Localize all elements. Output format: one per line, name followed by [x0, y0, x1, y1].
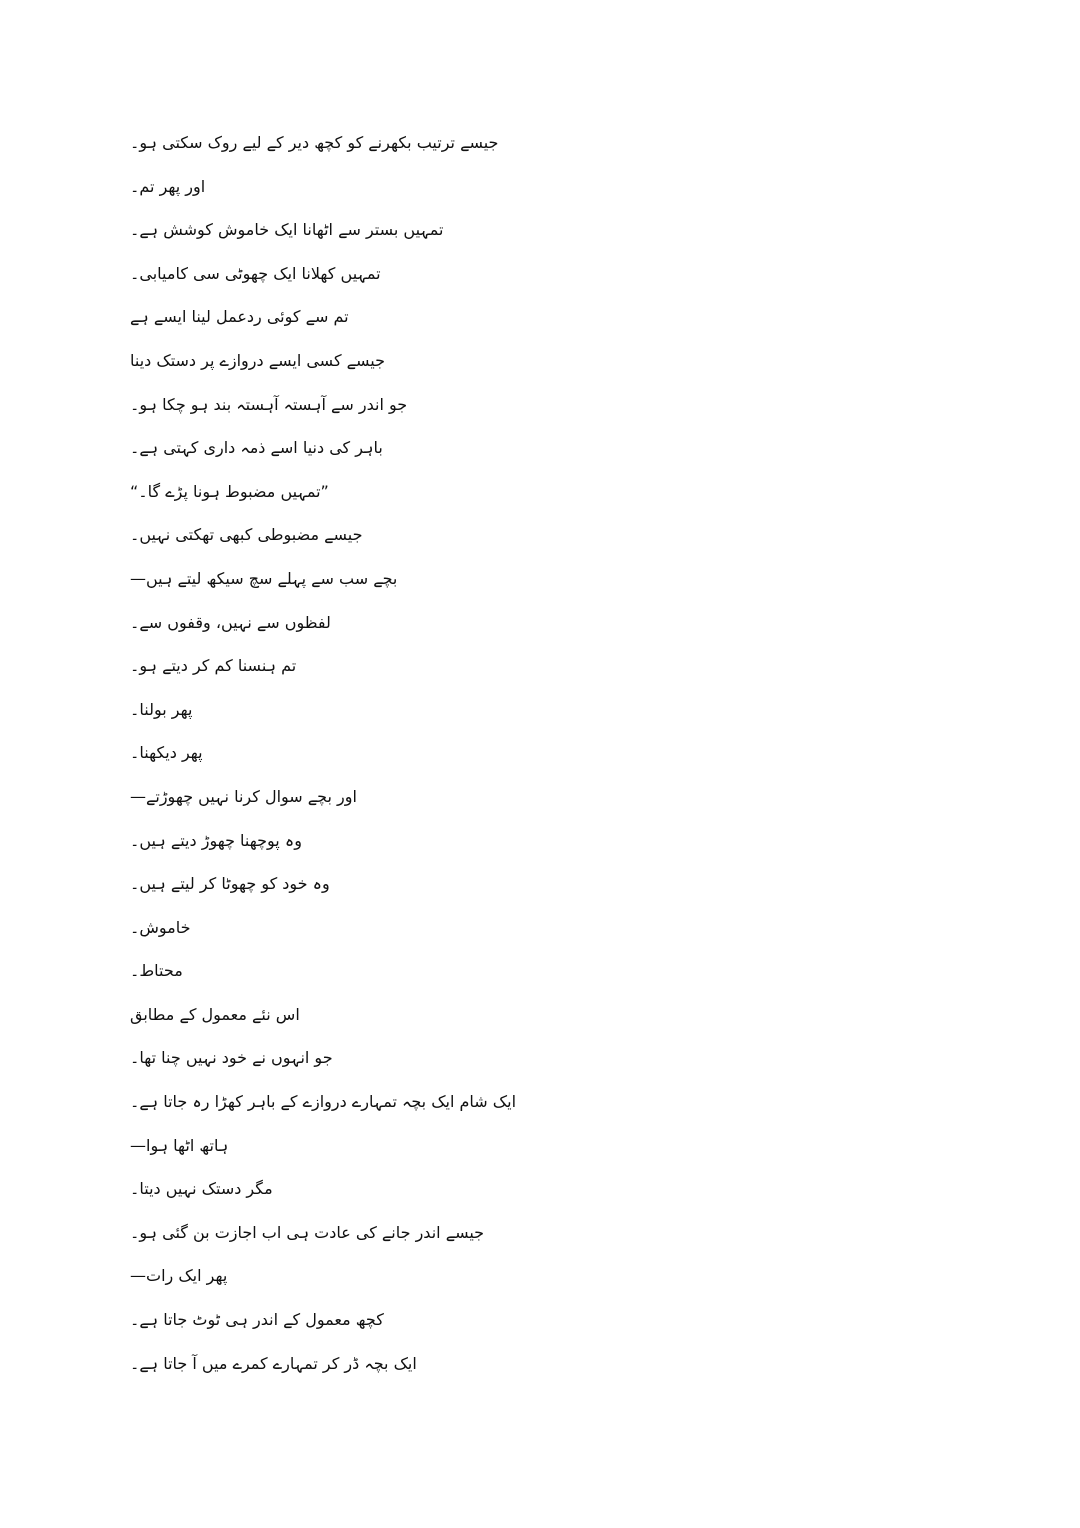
poem-line — [130, 562, 950, 606]
line-text: ہاتھ اٹھا ہوا— — [130, 1135, 229, 1155]
line-text: خاموش۔ — [130, 917, 191, 937]
line-text: جیسے اندر جانے کی عادت ہی اب اجازت بن گئی ہو۔ — [130, 1222, 485, 1242]
line-text: جیسے مضبوطی کبھی تھکتی نہیں۔ — [130, 525, 363, 545]
line-text: ایک بچہ ڈر کر تمہارے کمرے میں آ جاتا ہے۔ — [130, 1353, 417, 1373]
poem-line — [130, 1303, 950, 1347]
poem-line — [130, 1085, 950, 1129]
line-text: ایک شام ایک بچہ تمہارے دروازے کے باہر کھڑا رہ جاتا ہے۔ — [130, 1092, 517, 1112]
line-text: ”تمہیں مضبوط ہونا پڑے گا۔“ — [130, 481, 329, 501]
poem-line — [130, 780, 950, 824]
poem-line — [130, 824, 950, 868]
line-text: تمہیں بستر سے اٹھانا ایک خاموش کوشش ہے۔ — [130, 220, 444, 240]
poem-line — [130, 518, 950, 562]
line-text: اور پھر تم۔ — [130, 176, 206, 196]
poem-line — [130, 431, 950, 475]
poem-line — [130, 867, 950, 911]
poem-line — [130, 693, 950, 737]
poem-line — [130, 1041, 950, 1085]
poem-line — [130, 649, 950, 693]
line-text: لفظوں سے نہیں، وقفوں سے۔ — [130, 612, 331, 632]
poem-line — [130, 1129, 950, 1173]
poem-lines — [130, 126, 950, 1390]
poem-line — [130, 388, 950, 432]
line-text: جو اندر سے آہستہ آہستہ بند ہو چکا ہو۔ — [130, 394, 408, 414]
line-text: جیسے کسی ایسے دروازے پر دستک دینا — [130, 350, 386, 370]
line-text: اس نئے معمول کے مطابق — [130, 1004, 300, 1024]
poem-line — [130, 170, 950, 214]
poem-line — [130, 475, 950, 519]
line-text: وہ پوچھنا چھوڑ دیتے ہیں۔ — [130, 830, 302, 850]
poem-line — [130, 954, 950, 998]
line-text: وہ خود کو چھوٹا کر لیتے ہیں۔ — [130, 874, 330, 894]
poem-line — [130, 911, 950, 955]
poem-line — [130, 126, 950, 170]
line-text: تم سے کوئی ردعمل لینا ایسے ہے — [130, 307, 349, 327]
poem-line — [130, 606, 950, 650]
poem-line — [130, 213, 950, 257]
line-text: پھر ایک رات— — [130, 1266, 228, 1286]
line-text: تمہیں کھلانا ایک چھوٹی سی کامیابی۔ — [130, 263, 381, 283]
poem-line — [130, 344, 950, 388]
poem-line — [130, 300, 950, 344]
line-text: پھر بولنا۔ — [130, 699, 193, 719]
line-text: مگر دستک نہیں دیتا۔ — [130, 1179, 273, 1199]
poem-line — [130, 1259, 950, 1303]
line-text: جیسے ترتیب بکھرنے کو کچھ دیر کے لیے روک سکتی ہو۔ — [130, 133, 499, 152]
line-text: پھر دیکھنا۔ — [130, 743, 203, 763]
line-text: جو انہوں نے خود نہیں چنا تھا۔ — [130, 1048, 333, 1068]
line-text: محتاط۔ — [130, 961, 183, 981]
poem-line — [130, 257, 950, 301]
poem-line — [130, 1216, 950, 1260]
poem-line — [130, 998, 950, 1042]
poem-line — [130, 736, 950, 780]
line-text: اور بچے سوال کرنا نہیں چھوڑتے— — [130, 786, 357, 806]
line-text: کچھ معمول کے اندر ہی ٹوٹ جاتا ہے۔ — [130, 1310, 384, 1330]
line-text: باہر کی دنیا اسے ذمہ داری کہتی ہے۔ — [130, 438, 383, 458]
line-text: تم ہنسنا کم کر دیتے ہو۔ — [130, 656, 297, 676]
poem-line — [130, 1347, 950, 1391]
poem-line — [130, 1172, 950, 1216]
line-text: بچے سب سے پہلے سچ سیکھ لیتے ہیں— — [130, 568, 398, 588]
